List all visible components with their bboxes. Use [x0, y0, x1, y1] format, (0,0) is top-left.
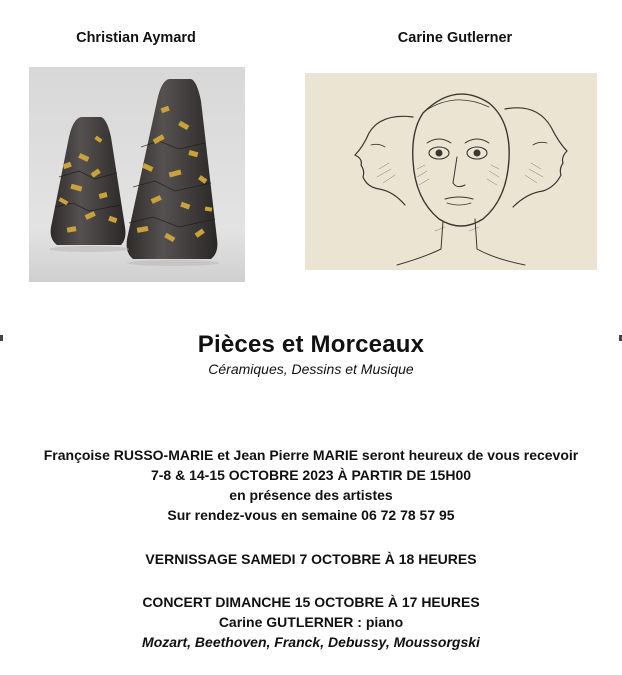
concert-performer: Carine GUTLERNER : piano	[218, 614, 404, 630]
appointment-line: Sur rendez-vous en semaine 06 72 78 57 95	[167, 507, 455, 523]
vernissage-line: VERNISSAGE SAMEDI 7 OCTOBRE À 18 HEURES	[145, 551, 477, 567]
exhibition-subtitle: Céramiques, Dessins et Musique	[208, 361, 414, 377]
artist-name-left: Christian Aymard	[76, 30, 196, 46]
concert-composers: Mozart, Beethoven, Franck, Debussy, Moussorgski	[142, 634, 480, 650]
dates-line: 7-8 & 14-15 OCTOBRE 2023 À PARTIR DE 15H00	[150, 467, 472, 483]
faces-drawing-artwork	[305, 73, 597, 270]
artists-presence-line: en présence des artistes	[229, 487, 393, 503]
artist-name-right: Carine Gutlerner	[397, 30, 513, 46]
ceramic-vases-photo	[29, 67, 245, 282]
exhibition-title: Pièces et Morceaux	[197, 331, 425, 358]
invitation-info	[0, 445, 622, 525]
concert-title: CONCERT DIMANCHE 15 OCTOBRE À 17 HEURES	[142, 594, 480, 610]
concert-block	[0, 592, 622, 652]
hosts-line: Françoise RUSSO-MARIE et Jean Pierre MARIE seront heureux de vous recevoir	[43, 447, 579, 463]
